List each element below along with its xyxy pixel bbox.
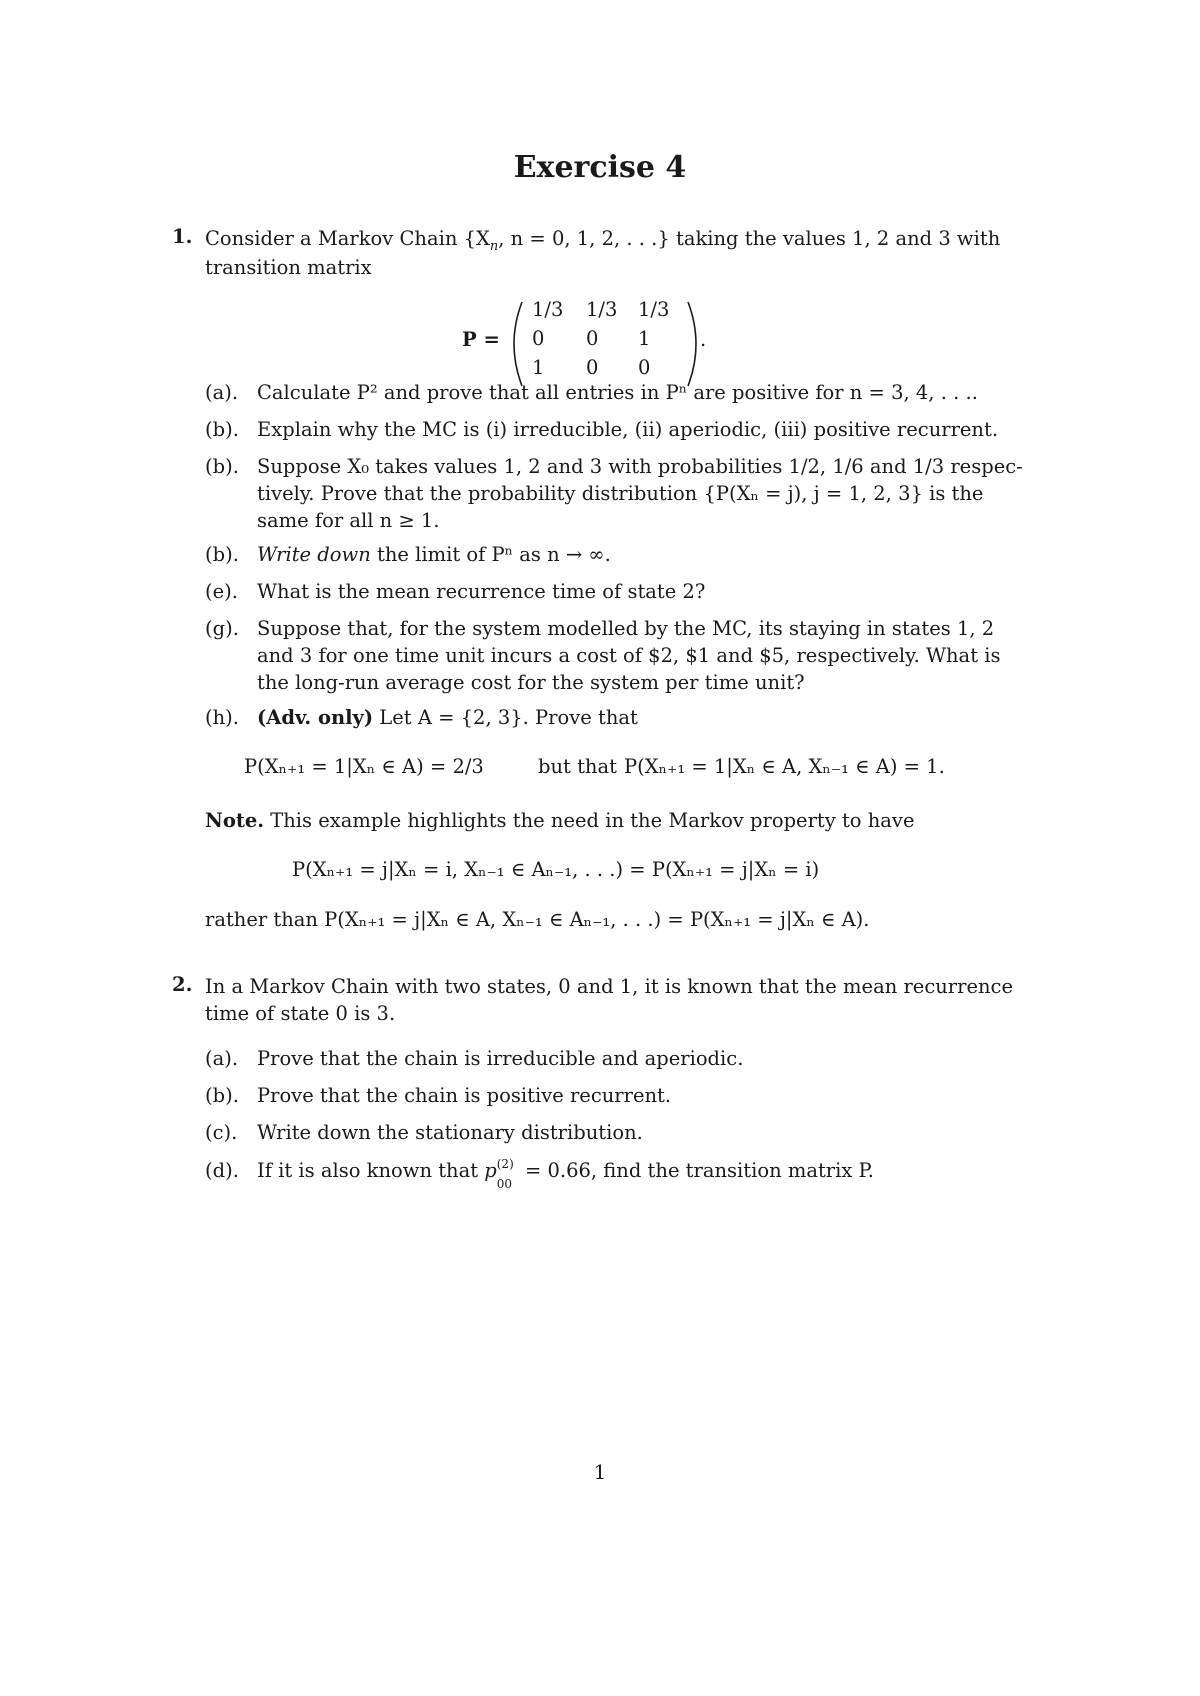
part-label: (a).	[205, 1047, 239, 1070]
part-label: (b).	[205, 418, 239, 441]
part-text-sub: 00	[496, 1176, 513, 1191]
part-label: (b).	[205, 1084, 239, 1107]
transition-matrix	[500, 298, 760, 390]
problem-1-intro-b: , n = 0, 1, 2, . . .} taking the values 1, 2 and 3 with	[498, 227, 1001, 250]
q1-part-g	[205, 614, 1065, 704]
page-title: Exercise 4	[513, 150, 687, 185]
part-text: What is the mean recurrence time of state 2?	[257, 580, 706, 603]
part-label: (e).	[205, 580, 238, 603]
matrix-cell: 1	[532, 356, 545, 379]
matrix-cell: 0	[586, 356, 599, 379]
matrix-cell: 1	[638, 327, 651, 350]
matrix-cell: 1/3	[586, 298, 618, 321]
part-text-pre: If it is also known that	[257, 1159, 485, 1182]
matrix-cell: 1/3	[638, 298, 670, 321]
part-label: (d).	[205, 1159, 239, 1182]
note-after: rather than P(Xₙ₊₁ = j|Xₙ ∈ A, Xₙ₋₁ ∈ Aₙ₋₁, . . .) = P(Xₙ₊₁ = j|Xₙ ∈ A).	[205, 908, 870, 931]
part-text: Suppose X₀ takes values 1, 2 and 3 with probabilities 1/2, 1/6 and 1/3 respec-	[257, 455, 1023, 478]
part-text: Calculate P² and prove that all entries in Pⁿ are positive for n = 3, 4, . . ..	[257, 381, 978, 404]
problem-1-intro-a: Consider a Markov Chain {X	[205, 227, 490, 250]
part-text-scripts	[496, 1156, 519, 1191]
part-text-container	[257, 540, 1065, 569]
part-text-symbol: p	[484, 1159, 497, 1182]
part-text-sup: (2)	[496, 1156, 514, 1171]
problem-1-intro-line2: transition matrix	[205, 256, 372, 279]
part-text-line3: the long-run average cost for the system per time unit?	[257, 671, 805, 694]
matrix-cell: 0	[638, 356, 651, 379]
problem-2-intro: In a Markov Chain with two states, 0 and 1, it is known that the mean recurrence	[205, 975, 1014, 998]
note-label: Note.	[205, 809, 265, 832]
part-text-post: = 0.66, find the transition matrix P.	[518, 1159, 874, 1182]
problem-1-intro-sub: n	[489, 238, 499, 254]
part-text: Prove that the chain is positive recurrent.	[257, 1084, 672, 1107]
matrix-cell: 0	[532, 327, 545, 350]
part-label: (h).	[205, 706, 239, 729]
matrix-label: P =	[462, 328, 500, 351]
part-label: (b).	[205, 455, 239, 478]
part-text: Suppose that, for the system modelled by the MC, its staying in states 1, 2	[257, 617, 995, 640]
h-equation-right: P(Xₙ₊₁ = 1|Xₙ ∈ A, Xₙ₋₁ ∈ A) = 1.	[624, 755, 945, 778]
matrix-cell: 0	[586, 327, 599, 350]
part-label: (c).	[205, 1121, 238, 1144]
note-text: This example highlights the need in the Markov property to have	[264, 809, 915, 832]
part-text: Prove that the chain is irreducible and aperiodic.	[257, 1047, 744, 1070]
part-label: (a).	[205, 381, 239, 404]
part-text-container	[257, 703, 1065, 732]
part-label: (b).	[205, 543, 239, 566]
matrix-end: .	[700, 328, 707, 351]
problem-2-number: 2.	[172, 973, 193, 996]
part-text: Let A = {2, 3}. Prove that	[373, 706, 638, 729]
matrix-cell: 1/3	[532, 298, 564, 321]
part-text-container	[257, 1156, 1065, 1191]
part-label: (g).	[205, 617, 239, 640]
problem-1-number: 1.	[172, 225, 193, 248]
h-equation-mid: but that	[538, 755, 617, 778]
part-text-bold: (Adv. only)	[257, 706, 374, 729]
part-text-line2: tively. Prove that the probability distribution {P(Xₙ = j), j = 1, 2, 3} is the	[257, 482, 984, 505]
part-text-line2: and 3 for one time unit incurs a cost of $2, $1 and $5, respectively. What is	[257, 644, 1001, 667]
part-text: Write down the stationary distribution.	[257, 1121, 643, 1144]
page-number: 1	[593, 1460, 607, 1484]
part-text-emph: Write down	[257, 543, 371, 566]
q1-part-b2	[205, 452, 1065, 542]
h-equation-left: P(Xₙ₊₁ = 1|Xₙ ∈ A) = 2/3	[244, 755, 484, 778]
problem-2-intro-line2: time of state 0 is 3.	[205, 1002, 396, 1025]
part-text: the limit of Pⁿ as n → ∞.	[370, 543, 611, 566]
note	[205, 806, 1065, 835]
part-text-line3: same for all n ≥ 1.	[257, 509, 440, 532]
note-equation: P(Xₙ₊₁ = j|Xₙ = i, Xₙ₋₁ ∈ Aₙ₋₁, . . .) = P(Xₙ₊₁ = j|Xₙ = i)	[292, 858, 820, 881]
part-text: Explain why the MC is (i) irreducible, (ii) aperiodic, (iii) positive recurrent.	[257, 418, 999, 441]
